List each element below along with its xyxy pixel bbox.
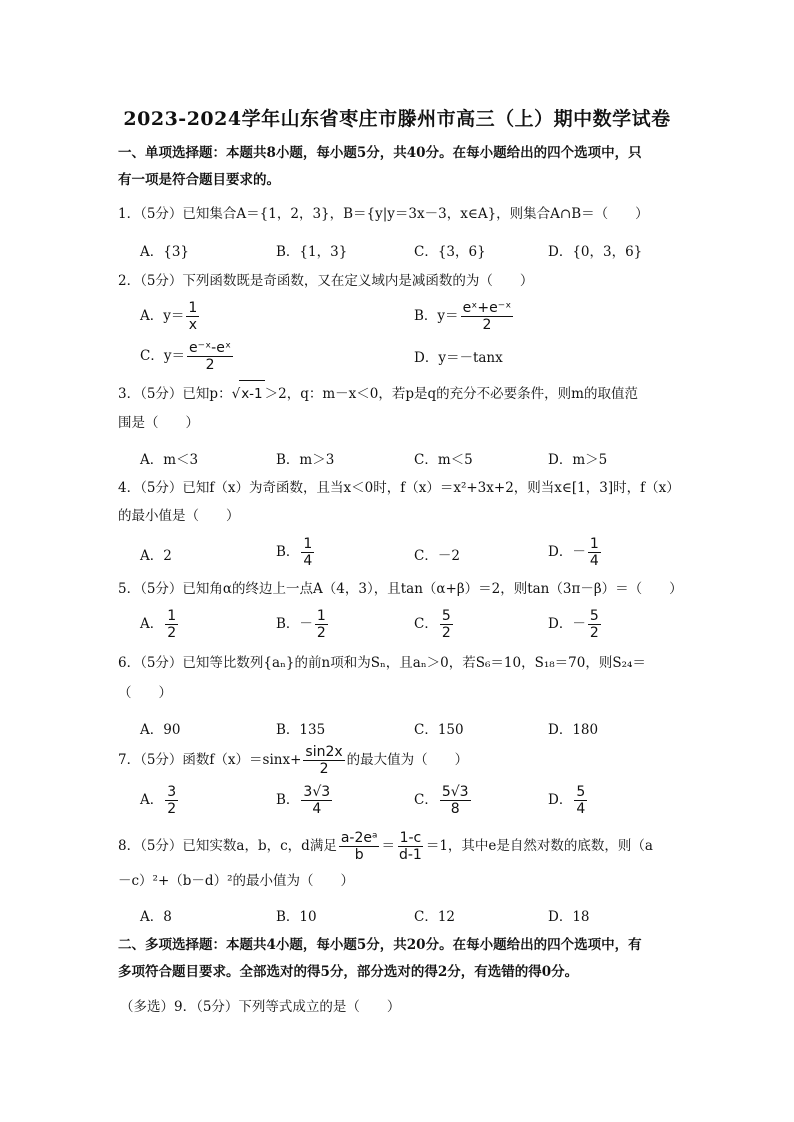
q7-a-num: 3 xyxy=(167,784,177,800)
q8-equals: ＝ xyxy=(381,838,395,854)
question-2-stem: 2．（5分）下列函数既是奇函数，又在定义域内是减函数的为（ ） xyxy=(118,273,534,289)
q7-option-a xyxy=(140,784,180,817)
question-8-stem xyxy=(118,830,678,863)
q4-d-num: 1 xyxy=(589,536,599,552)
q7-a-den: 2 xyxy=(167,801,177,817)
q4-option-b xyxy=(276,536,316,569)
q6-option-b: B．135 xyxy=(276,722,326,738)
q5-option-a xyxy=(140,608,180,641)
question-9-stem: （多选）9．（5分）下列等式成立的是（ ） xyxy=(120,999,401,1015)
q4-option-c: C．－2 xyxy=(414,548,460,564)
q7-d-den: 4 xyxy=(576,801,586,817)
q2-c-den: 2 xyxy=(205,357,215,373)
page-title: 2023-2024学年山东省枣庄市滕州市高三（上）期中数学试卷 xyxy=(123,108,671,130)
q3-option-c: C．m＜5 xyxy=(414,452,473,468)
q2-c-fraction xyxy=(187,340,233,373)
q8-f2-num: 1-c xyxy=(399,830,422,846)
question-4-line-1: 4．（5分）已知f（x）为奇函数，且当x＜0时，f（x）＝x²+3x+2，则当x∈[1，3]时，f（x） xyxy=(118,480,680,496)
question-5-stem: 5．（5分）已知角α的终边上一点A（4，3），且tan（α+β）＝2，则tan（3π－β）＝（ ） xyxy=(118,581,683,597)
q7-b-fraction xyxy=(301,784,332,817)
q4-b-den: 4 xyxy=(303,553,313,569)
q7-c-den: 8 xyxy=(450,801,460,817)
section-1-header xyxy=(118,140,678,194)
q7-option-b xyxy=(276,784,334,817)
q5-a-fraction xyxy=(165,608,178,641)
q7-a-fraction xyxy=(165,784,178,817)
q5-b-den: 2 xyxy=(316,625,326,641)
question-3-stem xyxy=(118,380,678,408)
q2-option-c xyxy=(140,340,235,373)
q2-option-a xyxy=(140,300,201,333)
q7-d-prefix: D． xyxy=(548,792,573,808)
q3-option-a: A．m＜3 xyxy=(140,452,199,468)
q1-option-b: B．{1，3} xyxy=(276,244,348,260)
q4-d-den: 4 xyxy=(589,553,599,569)
q4-d-prefix: D．－ xyxy=(548,544,586,560)
question-6-line-2: （ ） xyxy=(118,685,172,701)
section-1-line-2: 有一项是符合题目要求的。 xyxy=(118,172,280,188)
q2-a-num: 1 xyxy=(188,300,198,316)
q7-d-fraction xyxy=(574,784,587,817)
q5-option-b xyxy=(276,608,330,641)
q7-fraction xyxy=(303,744,344,777)
q5-option-c xyxy=(414,608,455,641)
q8-fraction-2 xyxy=(397,830,424,863)
q7-frac-num: sin2x xyxy=(305,744,343,760)
q5-c-num: 5 xyxy=(441,608,451,624)
q7-c-prefix: C． xyxy=(414,792,438,808)
q7-stem-a: 7．（5分）函数f（x）＝sinx+ xyxy=(118,752,302,768)
q3-option-b: B．m＞3 xyxy=(276,452,335,468)
q4-b-num: 1 xyxy=(303,536,313,552)
q3-option-d: D．m＞5 xyxy=(548,452,608,468)
section-2-header xyxy=(118,932,678,986)
q8-option-c: C．12 xyxy=(414,909,456,925)
q4-b-fraction xyxy=(301,536,314,569)
q5-b-num: 1 xyxy=(316,608,326,624)
q7-d-num: 5 xyxy=(576,784,586,800)
q2-a-den: x xyxy=(188,317,197,333)
q1-option-d: D．{0，3，6} xyxy=(548,244,643,260)
q5-c-den: 2 xyxy=(441,625,451,641)
question-8-line-2: －c）²+（b－d）²的最小值为（ ） xyxy=(118,873,354,889)
question-7-stem xyxy=(118,744,678,777)
q2-a-prefix: A．y＝ xyxy=(140,308,185,324)
q5-a-prefix: A． xyxy=(140,616,164,632)
q5-a-num: 1 xyxy=(167,608,177,624)
section-2-line-1: 二、多项选择题：本题共4小题，每小题5分，共20分。在每小题给出的四个选项中，有 xyxy=(118,937,642,953)
q8-f1-num: a-2eᵃ xyxy=(340,830,378,846)
q8-option-d: D．18 xyxy=(548,909,590,925)
q5-option-d xyxy=(548,608,603,641)
q7-c-fraction xyxy=(440,784,471,817)
q5-a-den: 2 xyxy=(167,625,177,641)
q4-b-prefix: B． xyxy=(276,544,300,560)
q3-sqrt-body: x-1 xyxy=(239,380,264,408)
q2-option-b xyxy=(414,300,515,333)
question-4-line-2: 的最小值是（ ） xyxy=(118,508,240,524)
q1-option-c: C．{3，6} xyxy=(414,244,486,260)
q3-stem-a: 3．（5分）已知p： xyxy=(118,386,232,402)
q8-f2-den: d-1 xyxy=(398,847,422,863)
q6-option-d: D．180 xyxy=(548,722,599,738)
q5-c-fraction xyxy=(440,608,453,641)
q2-c-prefix: C．y＝ xyxy=(140,348,185,364)
q4-d-fraction xyxy=(588,536,601,569)
q3-stem-b: ＞2，q：m－x＜0，若p是q的充分不必要条件，则m的取值范 xyxy=(264,386,638,402)
q7-b-num: 3√3 xyxy=(303,784,331,800)
question-6-line-1: 6．（5分）已知等比数列{aₙ}的前n项和为Sₙ，且aₙ＞0，若S₆＝10，S₁₈＝70，则S₂₄＝ xyxy=(118,655,646,671)
q7-option-c xyxy=(414,784,473,817)
q4-option-a: A．2 xyxy=(140,548,172,564)
q6-option-c: C．150 xyxy=(414,722,464,738)
q5-d-den: 2 xyxy=(589,625,599,641)
q2-b-prefix: B．y＝ xyxy=(414,308,459,324)
q8-fraction-1 xyxy=(339,830,380,863)
q7-c-num: 5√3 xyxy=(441,784,469,800)
q8-option-b: B．10 xyxy=(276,909,317,925)
q5-d-num: 5 xyxy=(589,608,599,624)
q2-a-fraction xyxy=(186,300,199,333)
q2-b-num: eˣ+e⁻ˣ xyxy=(462,300,512,316)
q8-stem-a: 8．（5分）已知实数a，b，c，d满足 xyxy=(118,838,337,854)
section-2-line-2: 多项符合题目要求。全部选对的得5分，部分选对的得2分，有选错的得0分。 xyxy=(118,964,579,980)
q2-b-den: 2 xyxy=(482,317,492,333)
question-3-line-2: 围是（ ） xyxy=(118,415,199,431)
q2-option-d: D．y＝－tanx xyxy=(414,350,503,366)
q8-f1-den: b xyxy=(354,847,364,863)
q6-option-a: A．90 xyxy=(140,722,181,738)
q7-frac-den: 2 xyxy=(319,761,329,777)
question-1-stem: 1．（5分）已知集合A＝{1，2，3}，B＝{y|y＝3x－3，x∈A}，则集合A∩B＝（ ） xyxy=(118,206,649,222)
q5-d-fraction xyxy=(588,608,601,641)
q1-option-a: A．{3} xyxy=(140,244,190,260)
q2-c-num: e⁻ˣ-eˣ xyxy=(188,340,232,356)
q8-stem-b: ＝1，其中e是自然对数的底数，则（a xyxy=(425,838,653,854)
q7-option-d xyxy=(548,784,589,817)
q4-option-d xyxy=(548,536,603,569)
q5-c-prefix: C． xyxy=(414,616,438,632)
q5-d-prefix: D．－ xyxy=(548,616,586,632)
section-1-line-1: 一、单项选择题：本题共8小题，每小题5分，共40分。在每小题给出的四个选项中，只 xyxy=(118,145,642,161)
q7-a-prefix: A． xyxy=(140,792,164,808)
sqrt-icon: √ xyxy=(231,386,241,402)
q7-b-prefix: B． xyxy=(276,792,300,808)
q8-option-a: A．8 xyxy=(140,909,172,925)
q5-b-prefix: B．－ xyxy=(276,616,313,632)
q2-b-fraction xyxy=(461,300,514,333)
q5-b-fraction xyxy=(315,608,328,641)
q7-b-den: 4 xyxy=(312,801,322,817)
q7-stem-b: 的最大值为（ ） xyxy=(346,752,469,768)
